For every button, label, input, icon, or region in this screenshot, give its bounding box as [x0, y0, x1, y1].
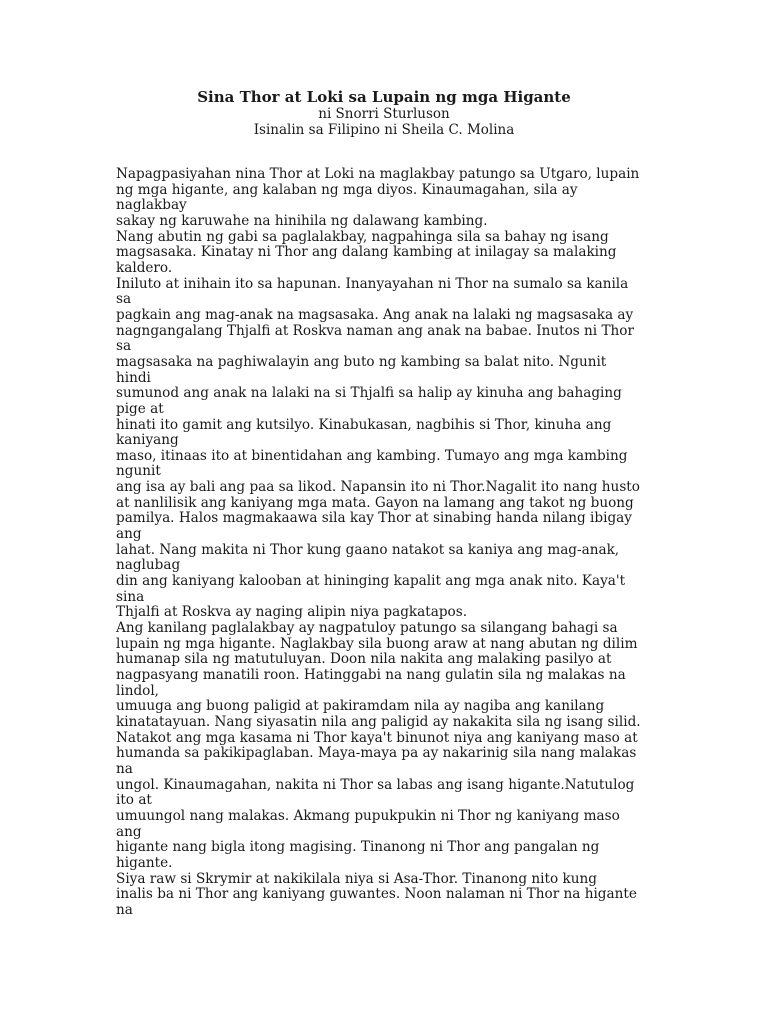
text-line: nagngangalang Thjalfi at Roskva naman ang anak na babae. Inutos ni Thor: [116, 322, 634, 339]
text-line: humanap sila ng matutuluyan. Doon nila nakita ang malaking pasilyo at: [116, 651, 612, 668]
text-line: kaniyang: [116, 432, 179, 449]
text-line: umuungol nang malakas. Akmang pupukpukin ni Thor ng kaniyang maso: [116, 807, 620, 824]
text-line: kinatatayuan. Nang siyasatin nila ang paligid ay nakakita sila ng isang silid.: [116, 713, 641, 730]
text-line: Thjalfi at Roskva ay naging alipin niya pagkatapos.: [116, 604, 468, 621]
text-line: higante.: [116, 854, 173, 871]
translator-line: Isinalin sa Filipino ni Sheila C. Molina: [253, 122, 515, 138]
text-line: Nang abutin ng gabi sa paglalakbay, nagpahinga sila sa bahay ng isang: [116, 228, 609, 245]
text-line: at nanlilisik ang kaniyang mga mata. Gayon na lamang ang takot ng buong: [116, 494, 634, 511]
text-line: Siya raw si Skrymir at nakikilala niya si Asa-Thor. Tinanong nito kung: [116, 870, 597, 887]
text-line: ang: [116, 526, 142, 543]
document-header: [0, 89, 768, 138]
text-line: nagpasyang manatili roon. Hatinggabi na nang gulatin sila ng malakas na: [116, 667, 626, 683]
document-body: [116, 167, 656, 919]
text-line: ang isa ay bali ang paa sa likod. Napansin ito ni Thor.Nagalit ito nang husto: [116, 479, 640, 496]
text-line: naglubag: [116, 557, 181, 574]
text-line: pamilya. Halos magmakaawa sila kay Thor at sinabing handa nilang ibigay: [116, 510, 632, 527]
text-line: ito at: [116, 792, 152, 809]
text-line: lindol,: [116, 682, 160, 699]
text-line: pige at: [116, 400, 164, 417]
text-line: ng mga higante, ang kalaban ng mga diyos. Kinaumagahan, sila ay: [116, 181, 578, 198]
text-line: pagkain ang mag-anak na magsasaka. Ang anak na lalaki ng magsasaka ay: [116, 306, 634, 323]
text-line: ang: [116, 823, 142, 840]
text-line: magsasaka. Kinatay ni Thor ang dalang kambing at inilagay sa malaking: [116, 244, 617, 261]
text-line: ungol. Kinaumagahan, nakita ni Thor sa labas ang isang higante.Natutulog: [116, 776, 635, 793]
text-line: sa: [116, 338, 132, 355]
text-line: na: [116, 760, 133, 777]
text-line: Ang kanilang paglalakbay ay nagpatuloy patungo sa silangang bahagi sa: [116, 620, 618, 637]
text-line: humanda sa pakikipaglaban. Maya-maya pa ay nakarinig sila nang malakas: [116, 745, 637, 762]
author-line: ni Snorri Sturluson: [318, 106, 450, 122]
text-line: Napagpasiyahan nina Thor at Loki na maglakbay patungo sa Utgaro, lupain: [116, 166, 640, 182]
text-line: sakay ng karuwahe na hinihila ng dalawang kambing.: [116, 212, 488, 229]
text-line: maso, itinaas ito at binentidahan ang kambing. Tumayo ang mga kambing: [116, 447, 628, 464]
text-line: lupain ng mga higante. Naglakbay sila buong araw at nang abutan ng dilim: [116, 635, 638, 652]
text-line: kaldero.: [116, 259, 173, 276]
text-line: magsasaka na paghiwalayin ang buto ng kambing sa balat nito. Ngunit: [116, 353, 607, 370]
text-line: Iniluto at inihain ito sa hapunan. Inanyayahan ni Thor na sumalo sa kanila: [116, 275, 629, 292]
text-line: umuuga ang buong paligid at pakiramdam nila ay nagiba ang kanilang: [116, 698, 605, 715]
text-line: na: [116, 901, 133, 918]
text-line: Natakot ang mga kasama ni Thor kaya't binunot niya ang kaniyang maso at: [116, 729, 638, 746]
text-line: din ang kaniyang kalooban at hininging kapalit ang mga anak nito. Kaya't: [116, 573, 626, 590]
text-line: sina: [116, 588, 145, 605]
text-line: sumunod ang anak na lalaki na si Thjalfi sa halip ay kinuha ang bahaging: [116, 385, 622, 402]
text-line: hinati ito gamit ang kutsilyo. Kinabukasan, nagbihis si Thor, kinuha ang: [116, 416, 612, 433]
text-line: naglakbay: [116, 197, 187, 214]
text-line: sa: [116, 291, 132, 308]
text-line: lahat. Nang makita ni Thor kung gaano natakot sa kaniya ang mag-anak,: [116, 541, 620, 558]
text-line: higante nang bigla itong magising. Tinanong ni Thor ang pangalan ng: [116, 839, 600, 856]
document-title: Sina Thor at Loki sa Lupain ng mga Higante: [197, 88, 571, 106]
text-line: ngunit: [116, 463, 161, 480]
text-line: inalis ba ni Thor ang kaniyang guwantes. Noon nalaman ni Thor na higante: [116, 886, 637, 903]
text-line: hindi: [116, 369, 151, 386]
